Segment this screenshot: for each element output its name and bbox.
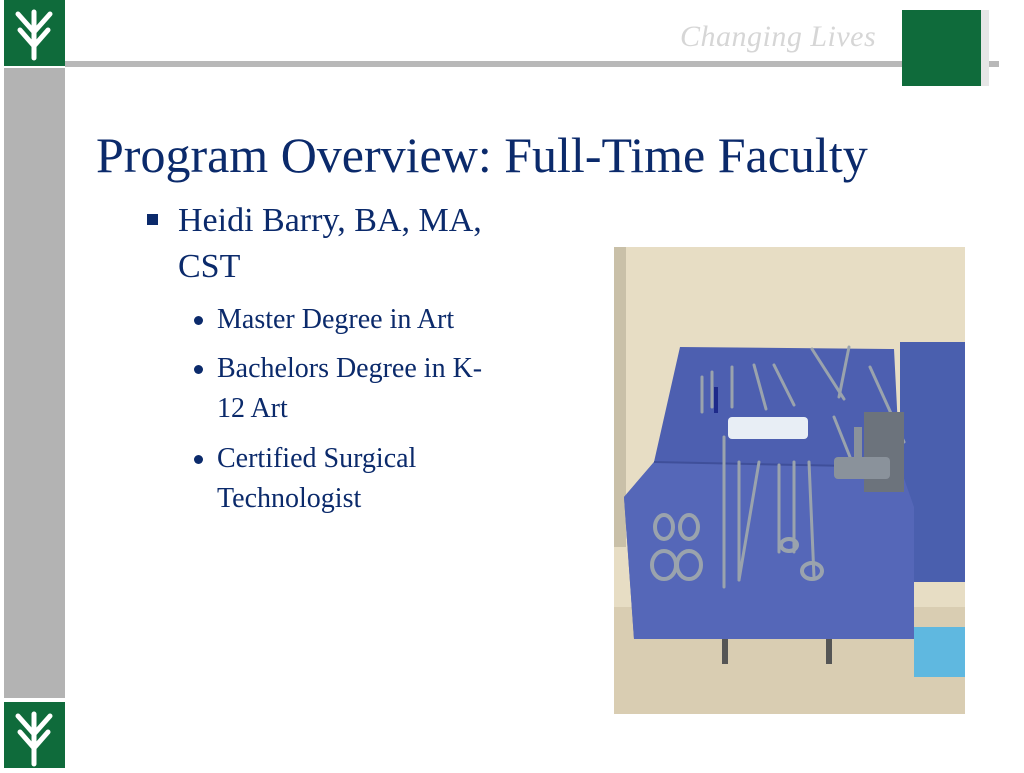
round-bullet-icon <box>194 455 203 464</box>
header-divider <box>65 61 999 67</box>
tree-logo-icon <box>4 702 65 768</box>
header-tagline: Changing Lives <box>680 20 877 53</box>
sub-bullet-degree-master: Master Degree in Art <box>217 304 455 335</box>
sub-bullet-degree-bachelors: Bachelors Degree in K-12 Art <box>217 353 483 424</box>
header-green-block <box>902 10 981 86</box>
sub-bullet-certification: Certified Surgical Technologist <box>217 443 417 514</box>
round-bullet-icon <box>194 316 203 325</box>
tree-logo-icon <box>4 0 65 66</box>
round-bullet-icon <box>194 365 203 374</box>
header-grey-block <box>981 10 989 86</box>
slide-title: Program Overview: Full-Time Faculty <box>96 127 868 183</box>
surgical-instruments-photo <box>614 247 965 714</box>
bullet-faculty-name: Heidi Barry, BA, MA, CST <box>178 202 482 285</box>
square-bullet-icon <box>147 214 158 225</box>
left-grey-bar <box>4 68 65 698</box>
